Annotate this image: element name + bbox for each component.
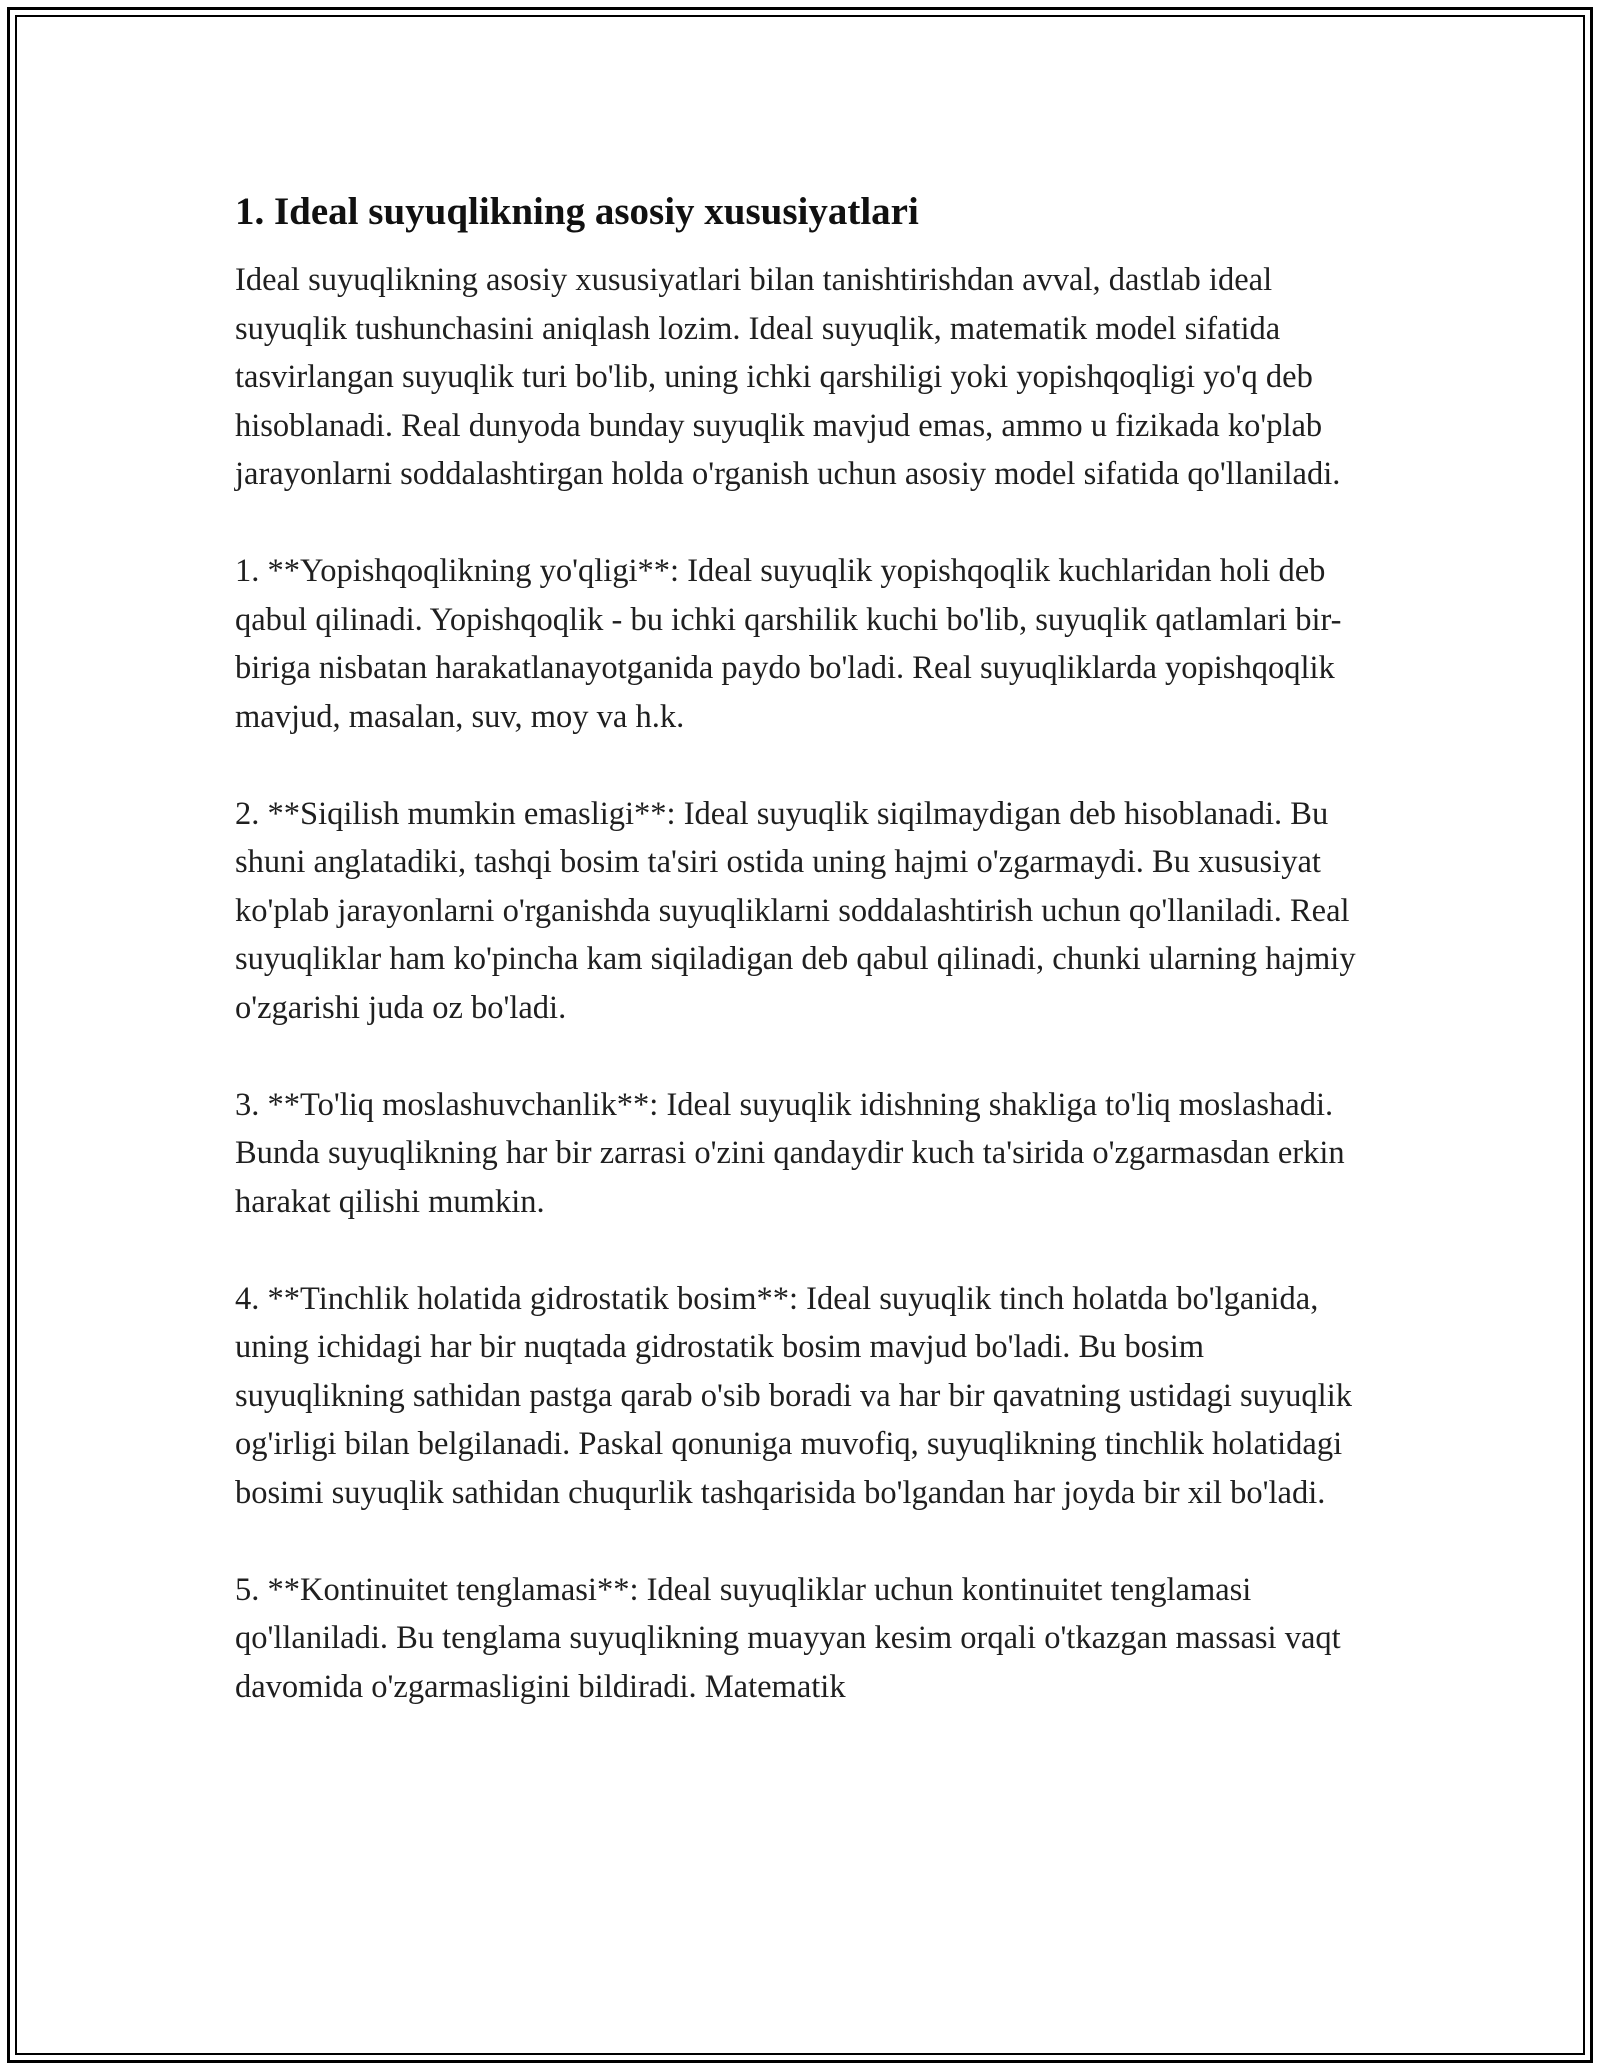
document-title: 1. Ideal suyuqlikning asosiy xususiyatlari [235,190,919,233]
intro-paragraph: Ideal suyuqlikning asosiy xususiyatlari bilan tanishtirishdan avval, dastlab ideal suyuqlik tushunchasini aniqlash lozim. Ideal suyuqlik, matematik model sifatida tasvirlangan suyuqlik turi bo'lib, uning ichki qarshiligi yoki yopishqoqligi yo'q deb hisoblanadi. Real dunyoda bunday suyuqlik mavjud emas, ammo u fizikada ko'plab jarayonlarni soddalashtirgan holda o'rganish uchun asosiy model sifatida qo'llaniladi. [235,262,1341,492]
paragraph-flexibility: 3. **To'liq moslashuvchanlik**: Ideal suyuqlik idishning shakliga to'liq moslashadi. Bunda suyuqlikning har bir zarrasi o'zini qandaydir kuch ta'sirida o'zgarmasdan erkin harakat qilishi mumkin. [235,1086,1345,1220]
paragraph-viscosity: 1. **Yopishqoqlikning yo'qligi**: Ideal suyuqlik yopishqoqlik kuchlaridan holi deb qabul qilinadi. Yopishqoqlik - bu ichki qarshilik kuchi bo'lib, suyuqlik qatlamlari bir-biriga nisbatan harakatlanayotganida paydo bo'ladi. Real suyuqliklarda yopishqoqlik mavjud, masalan, suv, moy va h.k. [235,553,1342,735]
paragraph-hydrostatic-pressure: 4. **Tinchlik holatida gidrostatik bosim**: Ideal suyuqlik tinch holatda bo'lganida, uning ichidagi har bir nuqtada gidrostatik bosim mavjud bo'ladi. Bu bosim suyuqlikning sathidan pastga qarab o'sib boradi va har bir qavatning ustidagi suyuqlik og'irligi bilan belgilanadi. Paskal qonuniga muvofiq, suyuqlikning tinchlik holatidagi bosimi suyuqlik sathidan chuqurlik tashqarisida bo'lgandan har joyda bir xil bo'ladi. [235,1280,1352,1511]
paragraph-incompressibility: 2. **Siqilish mumkin emasligi**: Ideal suyuqlik siqilmaydigan deb hisoblanadi. Bu shuni anglatadiki, tashqi bosim ta'siri ostida uning hajmi o'zgarmaydi. Bu xususiyat ko'plab jarayonlarni o'rganishda suyuqliklarni soddalashtirish uchun qo'llaniladi. Real suyuqliklar ham ko'pincha kam siqiladigan deb qabul qilinadi, chunki ularning hajmiy o'zgarishi juda oz bo'ladi. [235,795,1356,1026]
paragraph-continuity-equation: 5. **Kontinuitet tenglamasi**: Ideal suyuqliklar uchun kontinuitet tenglamasi qo'llaniladi. Bu tenglama suyuqlikning muayyan kesim orqali o'tkazgan massasi vaqt davomida o'zgarmasligini bildiradi. Matematik [235,1571,1341,1705]
document-body [235,188,1360,1711]
